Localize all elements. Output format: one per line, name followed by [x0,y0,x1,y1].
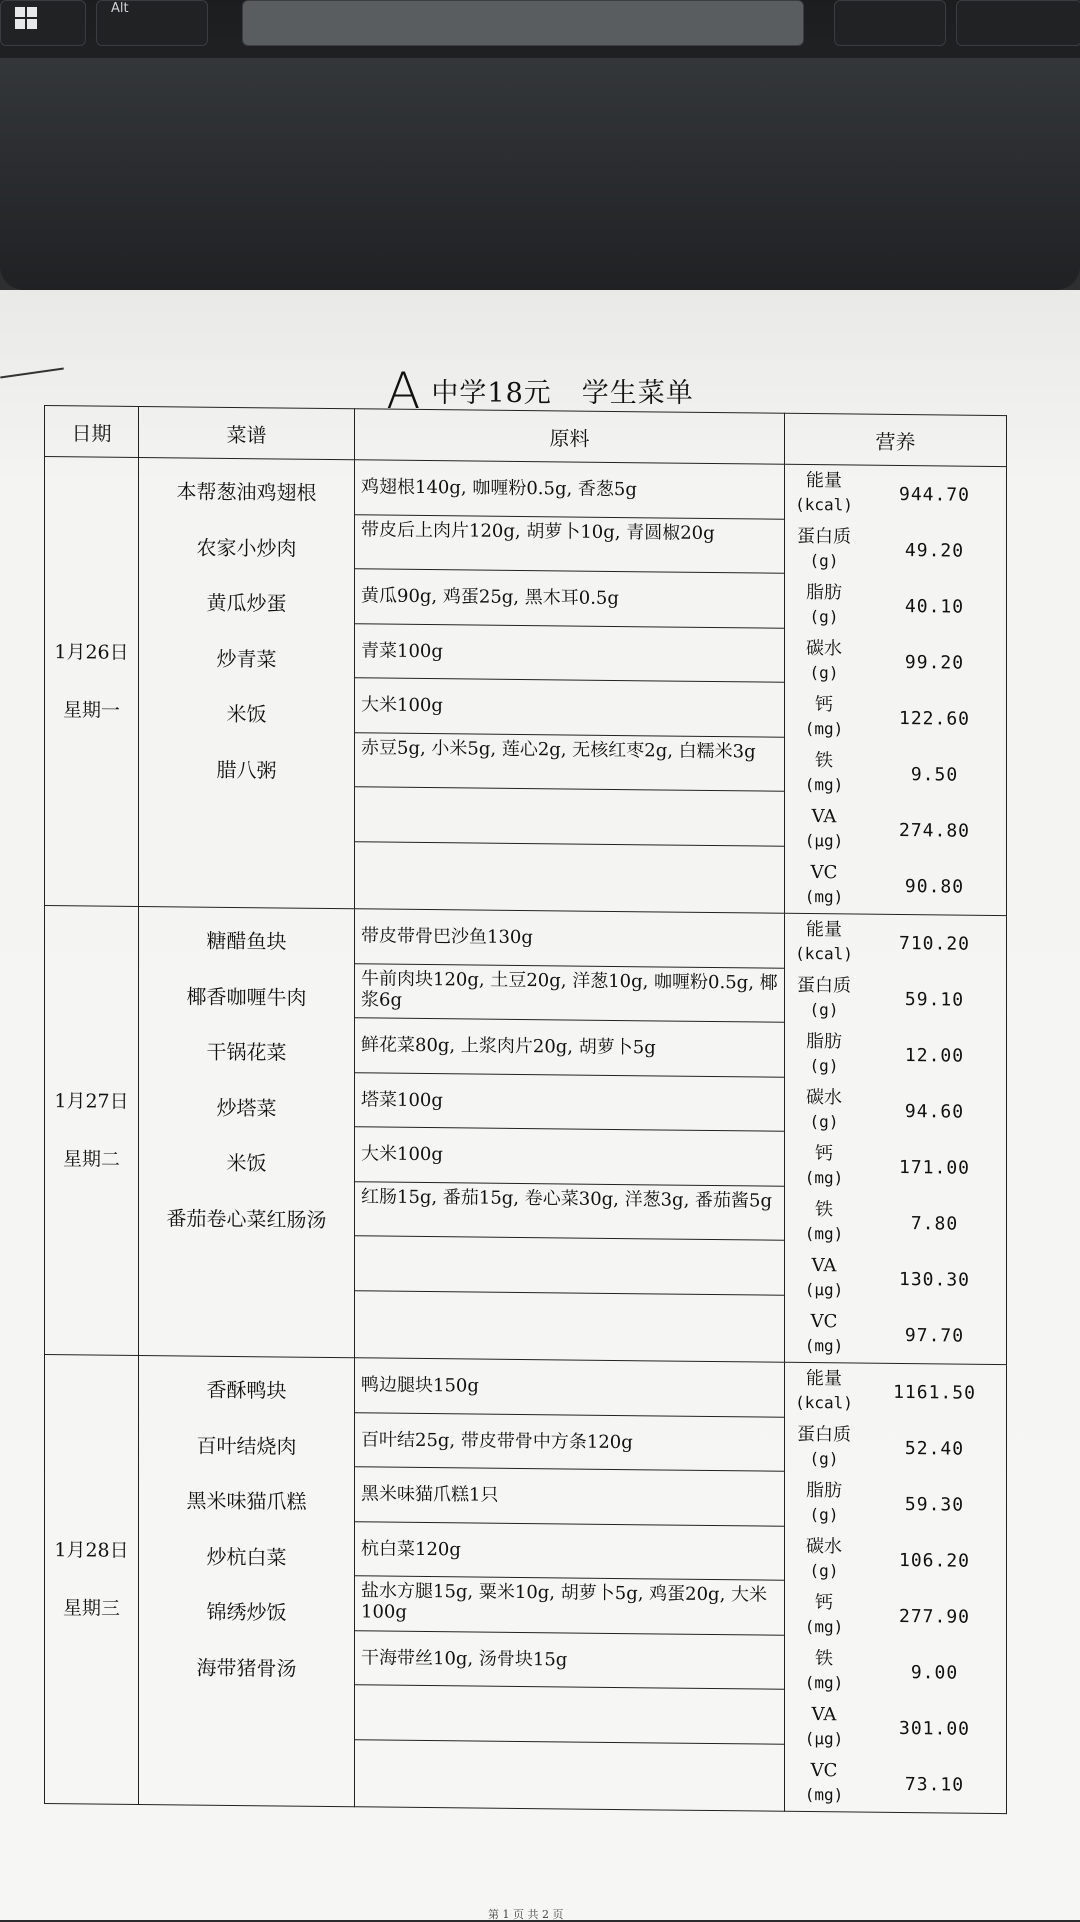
ingredients-cell [355,909,785,1363]
dish-name: 米饭 [226,702,267,727]
nutrition-item [785,1363,1006,1421]
nutrient-value: 171.00 [898,1156,971,1179]
weekday-text: 星期三 [62,1597,120,1620]
nutrient-unit: (g) [809,1561,839,1581]
nutrition-label [785,861,863,910]
nutrient-name: VA [811,1255,837,1277]
ingredient-line: 百叶结25g, 带皮带骨中方条120g [355,1413,784,1472]
nutrition-label [785,469,863,518]
nutrient-value: 40.10 [904,595,965,618]
ingredients-cell [355,1358,785,1812]
nutrient-unit: (g) [809,663,839,683]
nutrient-unit: (g) [809,1056,839,1076]
dish-name: 锦绣炒饭 [206,1599,287,1625]
nutrition-label [785,1142,863,1191]
ingredient-line: 干海带丝10g, 汤骨块15g [355,1631,784,1690]
nutrition-label [785,1086,863,1135]
nutrient-name: VC [810,1311,838,1333]
nutrition-item [785,1419,1006,1477]
date-cell [45,906,139,1356]
nutrition-label [785,637,863,686]
dish-name: 本帮葱油鸡翅根 [176,479,317,506]
nutrient-unit: (mg) [804,718,844,739]
date-text: 1月26日 [54,641,129,664]
nutrition-item [785,745,1006,803]
dish-name: 干锅花菜 [206,1039,287,1065]
nutrient-name: 能量 [806,918,842,941]
nutrition-cell [785,913,1007,1364]
nutrition-item [785,1138,1006,1196]
page-footer: 第 1 页 共 2 页 [488,1908,564,1921]
nutrient-value: 106.20 [898,1549,971,1572]
dish-name: 百叶结烧肉 [196,1433,297,1459]
ingredient-line [355,842,784,901]
ingredient-line: 带皮后上肉片120g, 胡萝卜10g, 青圆椒20g [355,515,784,574]
nutrient-unit: (g) [809,607,839,627]
nutrient-unit: (g) [809,1505,839,1525]
nutrient-unit: (mg) [804,886,844,907]
nutrient-name: 碳水 [806,1535,842,1558]
nutrition-label [785,1535,863,1584]
nutrient-value: 97.70 [904,1324,965,1347]
nutrition-item [785,521,1006,579]
ingredient-line: 盐水方腿15g, 粟米10g, 胡萝卜5g, 鸡蛋20g, 大米100g [355,1576,784,1635]
nutrition-label [785,1703,863,1752]
nutrition-item [785,914,1006,972]
nutrient-name: 脂肪 [806,581,842,604]
ingredient-line: 塔菜100g [355,1073,784,1132]
dish-cell [139,457,355,908]
nutrition-item [785,1026,1006,1084]
date-cell [45,457,139,907]
dish-name: 海带猪骨汤 [196,1655,297,1681]
nutrient-unit: (μg) [804,830,844,851]
nutrient-unit: (g) [809,1112,839,1132]
day-row [45,457,1007,916]
space-bar [242,0,804,46]
dish-name: 黄瓜炒蛋 [206,590,287,616]
nutrition-item [785,801,1006,859]
nutrition-label [785,1367,863,1416]
dish-cell [139,906,355,1357]
dish-cell [139,1355,355,1806]
ingredient-line [355,1685,784,1744]
date-text: 1月27日 [54,1090,129,1113]
menu-title: 学生菜单 [581,378,694,409]
nutrient-value: 944.70 [898,483,971,506]
nutrient-name: 铁 [815,1199,833,1221]
dish-name: 糖醋鱼块 [206,928,287,954]
ingredient-line: 牛前肉块120g, 土豆20g, 洋葱10g, 咖喱粉0.5g, 椰浆6g [355,964,784,1023]
ingredients-cell [355,460,785,914]
ingredient-line: 鸡翅根140g, 咖喱粉0.5g, 香葱5g [355,460,784,519]
nutrition-label [785,1647,863,1696]
nutrient-unit: (mg) [804,774,844,795]
nutrition-cell [785,1362,1007,1813]
windows-logo-icon [15,7,37,29]
nutrition-label [785,1310,863,1359]
keyboard-backdrop [0,0,1080,300]
date-text: 1月28日 [54,1539,129,1562]
nutrient-unit: (mg) [804,1335,844,1356]
weekday-text: 星期二 [62,1148,120,1171]
dish-name: 米饭 [226,1151,267,1176]
ingredient-line: 大米100g [355,678,784,737]
nutrition-label [785,1479,863,1528]
nutrient-value: 7.80 [910,1212,959,1235]
nutrition-label [785,749,863,798]
nutrient-name: 脂肪 [806,1479,842,1502]
nutrient-value: 94.60 [904,1100,965,1123]
nutrient-value: 277.90 [898,1605,971,1628]
header-dish: 菜谱 [139,406,355,459]
nutrient-name: 蛋白质 [797,974,851,997]
nutrient-name: VC [810,1760,838,1782]
nutrition-label [785,1759,863,1808]
nutrient-value: 710.20 [898,932,971,955]
nutrition-item [785,1643,1006,1701]
ingredient-line: 青菜100g [355,624,784,683]
keyboard-edge [0,58,1080,290]
day-row [45,1355,1007,1814]
header-ingredients: 原料 [355,409,785,465]
nutrient-value: 12.00 [904,1044,965,1067]
right-key-2 [956,0,1080,46]
nutrient-unit: (kcal) [795,1392,853,1413]
nutrient-name: 脂肪 [806,1030,842,1053]
nutrient-value: 90.80 [904,875,965,898]
nutrition-item [785,633,1006,691]
nutrition-label [785,525,863,574]
nutrient-name: 钙 [815,1143,833,1165]
ingredient-line: 黑米味猫爪糕1只 [355,1467,784,1526]
nutrition-item [785,1306,1006,1364]
nutrient-unit: (kcal) [795,494,853,515]
nutrient-name: 能量 [806,1367,842,1390]
nutrition-item [785,465,1006,523]
dish-name: 番茄卷心菜红肠汤 [166,1206,327,1232]
ingredient-line [355,1740,784,1799]
nutrient-unit: (mg) [804,1616,844,1637]
ingredient-line: 杭白菜120g [355,1522,784,1581]
nutrient-value: 59.30 [904,1493,965,1516]
nutrient-value: 59.10 [904,988,965,1011]
school-title: 中学18元 [431,378,552,409]
nutrient-unit: (mg) [804,1167,844,1188]
nutrient-value: 274.80 [898,819,971,842]
nutrient-unit: (mg) [804,1223,844,1244]
nutrient-name: VA [811,1704,837,1726]
nutrient-value: 1161.50 [893,1381,976,1404]
nutrient-name: VC [810,862,838,884]
nutrient-unit: (mg) [804,1784,844,1805]
ingredient-line: 红肠15g, 番茄15g, 卷心菜30g, 洋葱3g, 番茄酱5g [355,1182,784,1241]
windows-key [0,0,86,46]
nutrition-item [785,1755,1006,1813]
nutrition-label [785,581,863,630]
nutrition-cell [785,464,1007,915]
dish-name: 椰香咖喱牛肉 [186,984,307,1010]
nutrient-name: 钙 [815,694,833,716]
nutrition-item [785,1531,1006,1589]
ingredient-line: 赤豆5g, 小米5g, 莲心2g, 无核红枣2g, 白糯米3g [355,733,784,792]
nutrient-unit: (μg) [804,1279,844,1300]
header-date: 日期 [45,406,139,458]
ingredient-line [355,1236,784,1295]
dish-name: 炒青菜 [216,646,277,672]
nutrient-name: 钙 [815,1592,833,1614]
nutrient-name: 能量 [806,469,842,492]
dish-name: 炒塔菜 [216,1095,277,1121]
nutrient-name: VA [811,806,837,828]
nutrition-item [785,1587,1006,1645]
ingredient-line: 黄瓜90g, 鸡蛋25g, 黑木耳0.5g [355,569,784,628]
nutrition-label [785,805,863,854]
dish-name: 腊八粥 [216,757,277,783]
nutrition-item [785,1475,1006,1533]
nutrition-label [785,1030,863,1079]
nutrient-value: 9.00 [910,1661,959,1684]
nutrient-name: 碳水 [806,637,842,660]
ingredient-line: 大米100g [355,1127,784,1186]
nutrient-name: 铁 [815,1648,833,1670]
alt-key [96,0,208,46]
nutrition-label [785,1423,863,1472]
ingredient-line: 鲜花菜80g, 上浆肉片20g, 胡萝卜5g [355,1018,784,1077]
dish-name: 香酥鸭块 [206,1377,287,1403]
nutrient-unit: (kcal) [795,943,853,964]
ingredient-line [355,787,784,846]
nutrient-name: 碳水 [806,1086,842,1109]
nutrition-label [785,693,863,742]
day-row [45,906,1007,1365]
nutrition-item [785,970,1006,1028]
nutrient-value: 130.30 [898,1268,971,1291]
nutrient-value: 49.20 [904,539,965,562]
dish-name: 炒杭白菜 [206,1544,287,1570]
date-cell [45,1355,139,1805]
nutrition-item [785,1194,1006,1252]
header-nutrition: 营养 [785,413,1007,466]
nutrient-unit: (mg) [804,1672,844,1693]
nutrient-value: 99.20 [904,651,965,674]
dish-name: 农家小炒肉 [196,535,297,561]
nutrition-label [785,1254,863,1303]
menu-table [44,405,1007,1814]
dish-name: 黑米味猫爪糕 [186,1488,307,1514]
nutrition-item [785,1699,1006,1757]
ingredient-line [355,1291,784,1350]
nutrient-name: 蛋白质 [797,525,851,548]
nutrition-item [785,689,1006,747]
nutrient-unit: (g) [809,1449,839,1469]
handwritten-letter: A [386,362,422,420]
nutrient-name: 蛋白质 [797,1423,851,1446]
nutrient-value: 73.10 [904,1773,965,1796]
nutrition-item [785,857,1006,915]
nutrient-unit: (g) [809,1000,839,1020]
weekday-text: 星期一 [62,699,120,722]
nutrition-label [785,1198,863,1247]
nutrient-value: 52.40 [904,1437,965,1460]
nutrient-value: 122.60 [898,707,971,730]
nutrient-unit: (g) [809,551,839,571]
nutrient-value: 301.00 [898,1717,971,1740]
nutrient-value: 9.50 [910,763,959,786]
ingredient-line: 鸭边腿块150g [355,1358,784,1417]
nutrition-item [785,1082,1006,1140]
right-key [834,0,946,46]
nutrition-label [785,974,863,1023]
nutrition-label [785,1591,863,1640]
nutrient-name: 铁 [815,750,833,772]
ingredient-line: 带皮带骨巴沙鱼130g [355,909,784,968]
nutrition-item [785,577,1006,635]
nutrient-unit: (μg) [804,1728,844,1749]
nutrition-item [785,1250,1006,1308]
alt-key-label: Alt [111,1,129,16]
nutrition-label [785,918,863,967]
